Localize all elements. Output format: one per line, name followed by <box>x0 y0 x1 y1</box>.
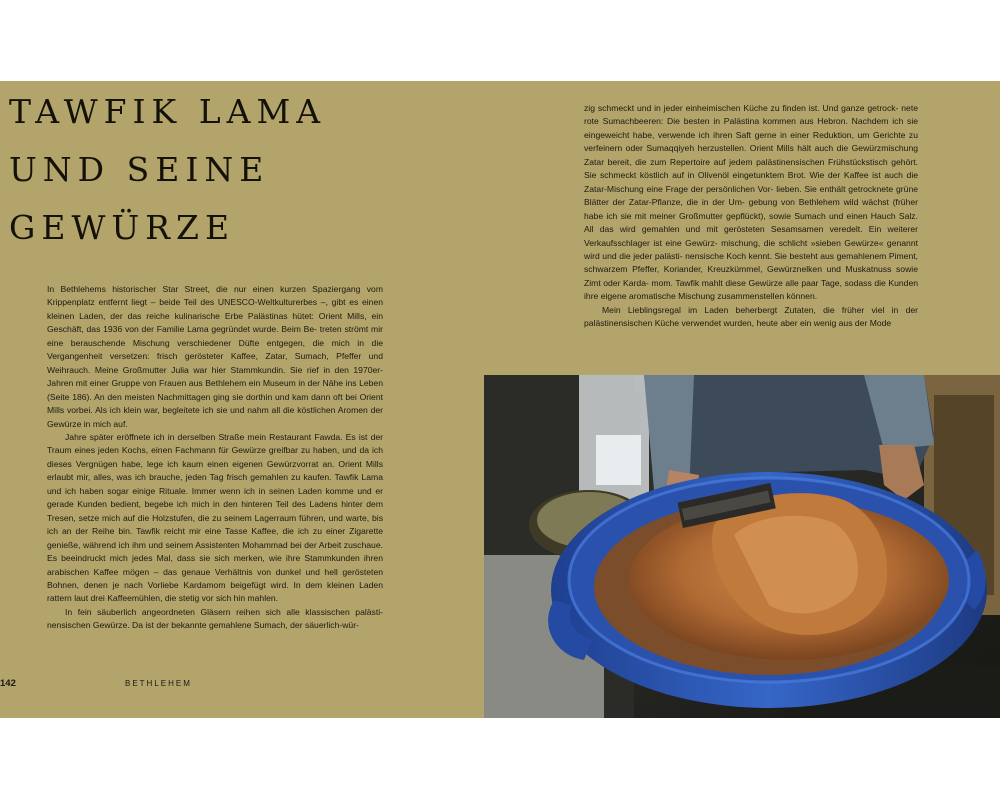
book-spread <box>0 81 1000 718</box>
text-line: jedes Mal, dass sie sich merken, wie ihre Stammkunden ihren arabischen Kaffee <box>47 553 383 577</box>
text-line: palästinensischen Küche verwendet wurden, heute aber ein wenig aus der Mode <box>584 318 892 329</box>
text-line: ich sie eingeweicht habe, verwende ich ihren Saft gerne in einer Reduktion, um <box>584 116 919 140</box>
text-line: mir eine Tasse Kaffee, die ich zu einer Zigarette genieße, während ich ihm und <box>47 526 384 550</box>
text-line: an. Orient Mills erlaubt mir, alles, was ich brauche, jeden Tag frisch gemahlen <box>47 458 384 483</box>
text-line: zu seinem Lagerraum führen, und warte, bis ich an der Reihe bin. Tawfik reicht <box>47 512 384 537</box>
running-head: BETHLEHEM <box>125 679 192 688</box>
text-line: Pfeffer und Weihrauch. Meine Großmutter Julia war hier Stammkundin. Sie rief <box>47 351 383 375</box>
text-line: hinteren Teil des Ladens hinter dem Tresen, setze mich auf die Holzstufen, die <box>47 499 383 523</box>
title-line-3: GEWÜRZE <box>9 208 236 247</box>
photo-illustration <box>484 375 1000 718</box>
text-line: gebung von Bethlehem wild wächst (früher habe ich sie mit meiner Großmutter <box>584 197 919 221</box>
text-line: die mich in die Vergangenheit versetzen: frisch gerösteter Kaffee, Zatar, Sumach, <box>47 337 384 362</box>
right-paragraph-2 <box>584 304 918 331</box>
title-line-1: TAWFIK LAMA <box>9 92 327 131</box>
text-line: mischung, die schlicht »sieben Gewürze« genannt wird und die jeder palästi- <box>584 237 918 261</box>
left-paragraph-1 <box>47 283 383 431</box>
text-line: Krippenplatz entfernt liegt – beide Teil des UNESCO-Weltkulturerbes –, gibt es <box>47 297 359 308</box>
text-line: Mills, ein Geschäft, das 1936 von der Familie Lama gegründet wurde. Beim Be- <box>47 310 383 335</box>
text-line: zig schmeckt und in jeder einheimischen Küche zu finden ist. Und ganze getrock- <box>584 103 899 113</box>
text-line: und kam dann oft bei Orient Mills vorbei. Als ich klein war, begleitete ich sie und <box>47 391 384 416</box>
text-line: nensischen Gewürze. Da ist der bekannte gemahlene Sumach, der säuerlich-wür- <box>47 620 359 631</box>
text-line: Gerichte zu verfeinern oder Sumaqqiyeh herzustellen. Orient Mills hält auch die <box>584 129 918 154</box>
text-line: einen kleinen Laden, der das reiche kulinarische Erbe Palästinas hütet: Orient <box>47 297 384 321</box>
text-line: lieben. Sie enthält getrocknete grüne Blätter der Zatar-Pflanze, die in der Um- <box>584 183 918 208</box>
text-line: Koriander, Kreuzkümmel, Gewürznelken und Muskatnuss sowie Zimt oder Karda- <box>584 264 918 288</box>
text-line: seinem Assistenten Mohammad bei der Arbeit zuschaue. Es beeindruckt mich <box>47 539 383 564</box>
text-line: mögen – das genaue Verhältnis von dunkel und hell gerösteten Bohnen, denen je <box>47 566 384 590</box>
title-line-2: UND SEINE <box>9 150 270 189</box>
text-line: Kaffeemühlen, die stetig vor sich hin mahlen. <box>107 593 279 604</box>
text-line: Jahre später eröffnete ich in derselben Straße mein Restaurant Fawda. Es <box>65 431 356 442</box>
left-text-column <box>47 283 383 633</box>
text-line: gepflückt), sowie Sumach und einen Hauch Salz. All das wird gemahlen und mit <box>584 210 918 235</box>
text-line: nete rote Sumachbeeren: Die besten in Palästina kommen aus Hebron. Nachdem <box>584 103 918 127</box>
right-paragraph-1 <box>584 102 918 304</box>
left-paragraph-3 <box>47 606 383 633</box>
text-line: In Bethlehems historischer Star Street, die nur einen kurzen Spaziergang vom <box>47 284 383 294</box>
text-line: nensische Koch kennt. Sie besteht aus gemahlenem Piment, schwarzem Pfeffer, <box>584 250 918 275</box>
text-line: und da ich dieses Vergnügen habe, lege ich kaum einen eigenen Gewürzvorrat <box>47 445 383 469</box>
text-line: Wie der Kaffee ist auch die Zatar-Mischung eine Frage der persönlichen Vor- <box>584 170 919 194</box>
text-line: seinen Laden komme und er gerade Kunden bedient, begebe ich mich in den <box>47 485 383 510</box>
text-line: ist der Traum eines jeden Kochs, einen Fachmann für Gewürze greifbar zu haben, <box>47 431 384 456</box>
text-line: zu kaufen. Tawfik Lama und ich haben sogar einige Rituale. Immer wenn ich in <box>47 472 383 496</box>
text-line: Frühstückstisch gehört. Sie schmeckt köstlich auf in Olivenöl eingetunktem Brot. <box>584 156 919 181</box>
text-line: In fein säuberlich angeordneten Gläsern reihen sich alle klassischen palästi- <box>65 606 383 617</box>
text-line: Mein Lieblingsregal im Laden beherbergt Zutaten, die früher viel in der <box>602 304 918 315</box>
text-line: nahm all die köstlichen Aromen der Gewürze in mich auf. <box>47 405 384 429</box>
text-line: treten strömt mir eine berauschende Mischung verschiedener Düfte entgegen, <box>47 324 383 348</box>
text-line: gerösteten Sesamsamen veredelt. Ein weiterer Verkaufsschlager ist eine Gewürz- <box>584 224 919 248</box>
text-line: in den 1970er-Jahren mit einer Gruppe von Frauen aus Bethlehem ein Museum <box>47 364 383 389</box>
left-paragraph-2 <box>47 431 383 606</box>
text-line: in der Nähe ins Leben (Seite 186). An den meisten Nachmittagen ging sie dorthin <box>47 378 383 402</box>
page-number: 142 <box>0 678 16 689</box>
text-line: nach Vorliebe Kardamom beigefügt wird. In dem kleinen Laden rattern laut drei <box>47 579 383 604</box>
right-text-column <box>584 102 918 331</box>
spice-bowl-photo <box>484 375 1000 718</box>
article-title <box>9 83 326 257</box>
text-line: Gewürzmischung Zatar bereit, die zum Repertoire auf jedem palästinensischen <box>584 143 919 167</box>
text-line: aromatische Mischung zusammenstellen können. <box>628 291 818 302</box>
text-line: mom. Tawfik mahlt diese Gewürze alle paar Tage, sodass die Kunden ihre eigene <box>584 277 918 302</box>
